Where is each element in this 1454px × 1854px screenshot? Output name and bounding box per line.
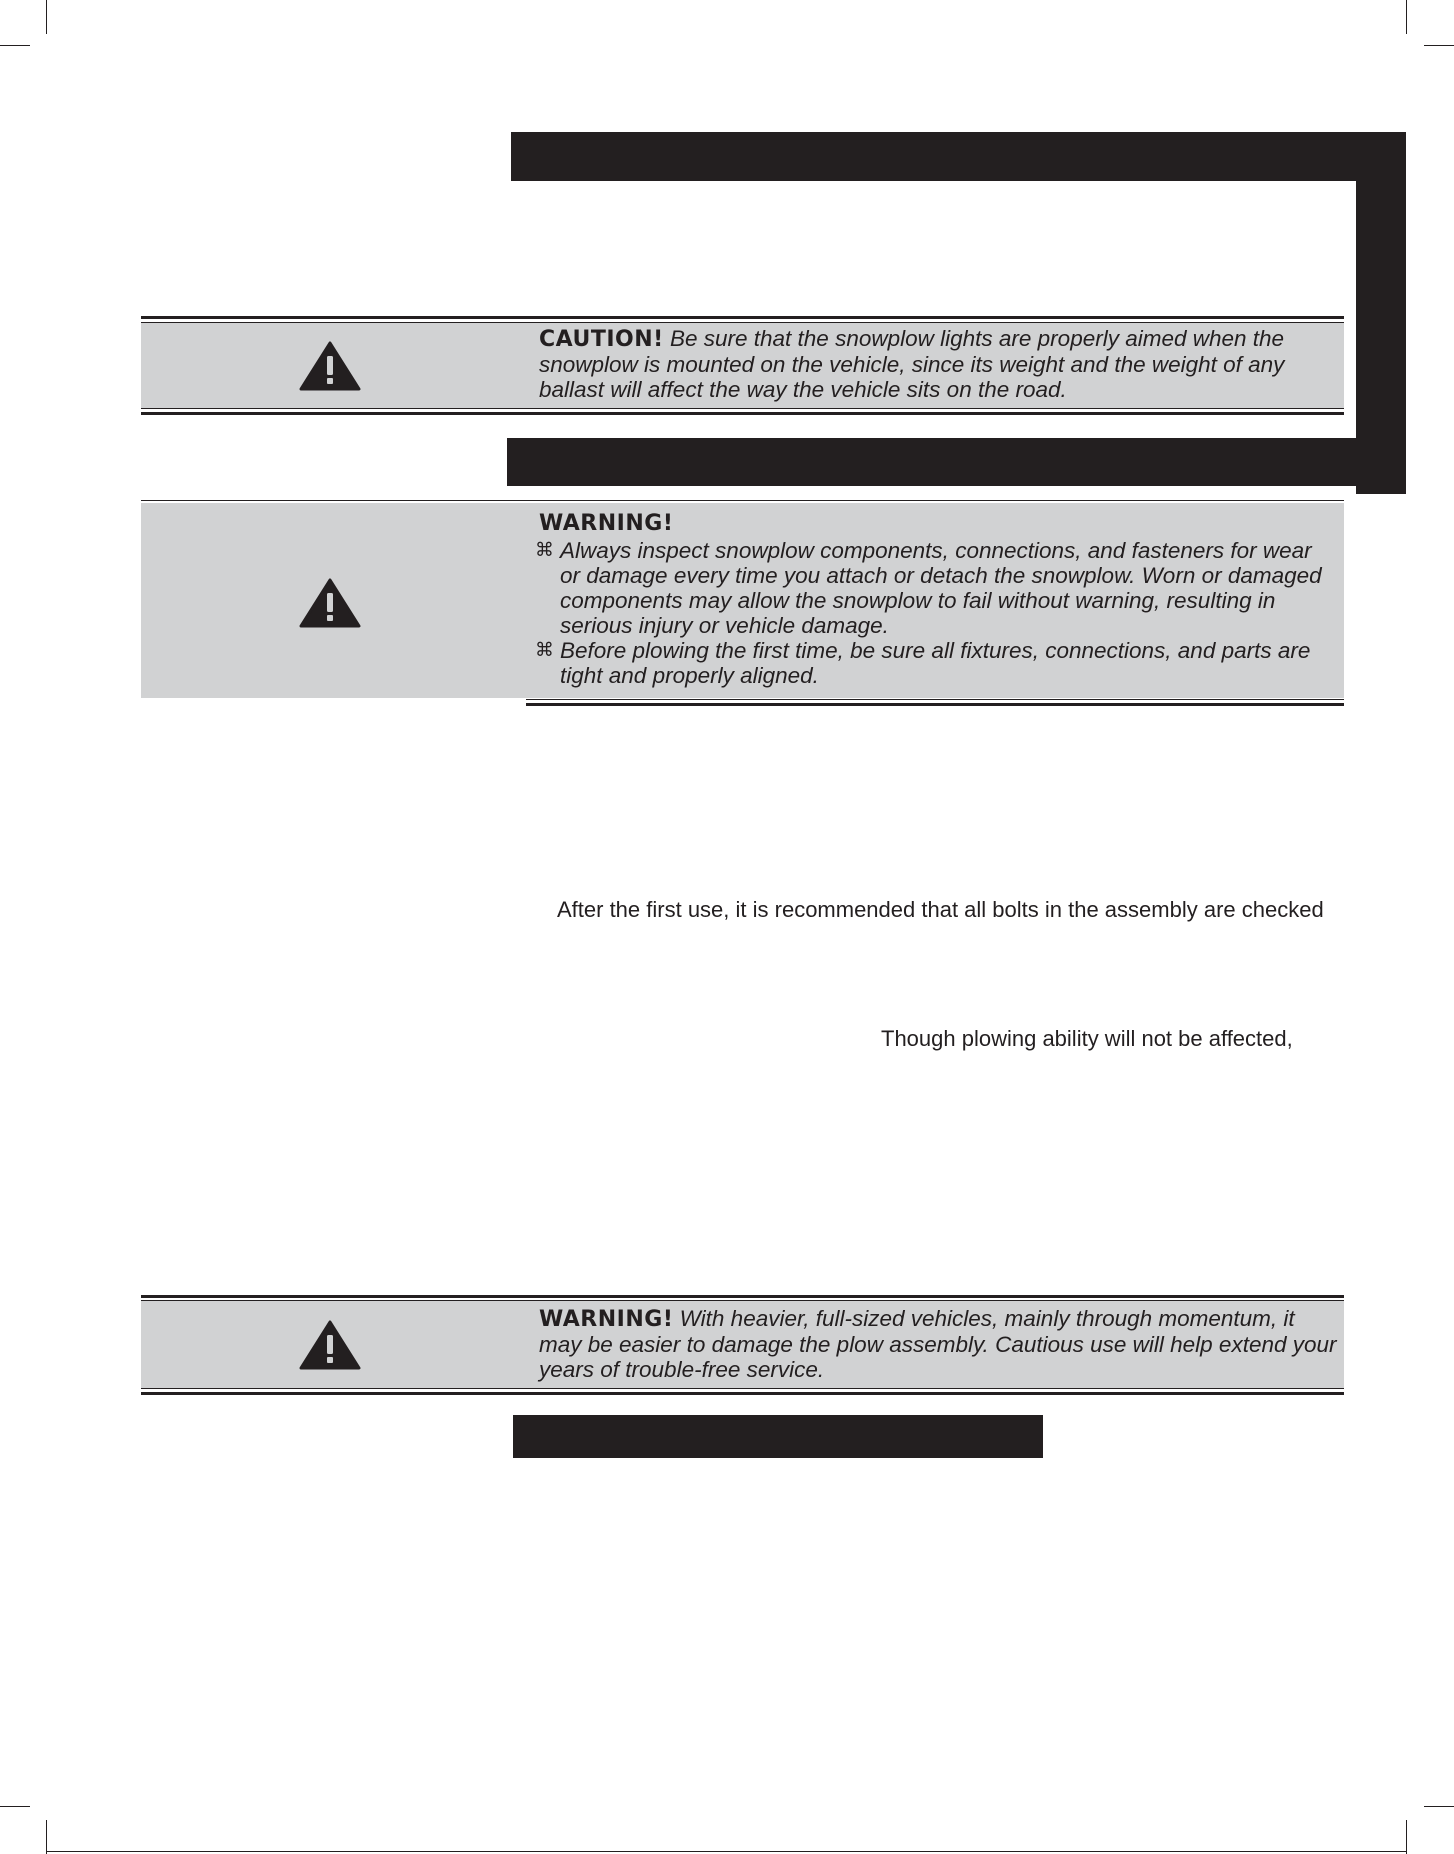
warning-heavy-lead: WARNING! — [539, 1307, 674, 1332]
warning-triangle-icon — [299, 578, 361, 628]
caution-text — [539, 326, 1309, 402]
bolts-paragraph: After the first use, it is recommended that all bolts in the assembly are checked — [557, 897, 1324, 922]
crop-mark-bottom-right-h — [1424, 1806, 1454, 1807]
section-header-bar-3 — [513, 1415, 1043, 1458]
trim-line-bottom — [46, 1851, 1407, 1852]
command-bullet-icon: ⌘ — [535, 639, 554, 661]
crop-mark-bottom-left-h — [0, 1806, 30, 1807]
warning-inspect-item — [535, 538, 1335, 638]
section-header-bar-2 — [507, 438, 1356, 486]
caution-body: Be sure that the snowplow lights are properly aimed when the snowplow is mounted on the vehicle, since its weight and the weight of any ballast will affect the way the vehicle sits on the road. — [539, 326, 1285, 402]
warning-inspect-top-rule — [141, 500, 1344, 501]
warning-inspect-item — [535, 638, 1335, 688]
crop-mark-top-left-v — [46, 0, 47, 34]
crop-mark-top-left-h — [0, 45, 30, 46]
plowing-paragraph: Though plowing ability will not be affected, — [881, 1026, 1293, 1051]
warning-triangle-icon — [299, 1320, 361, 1370]
crop-mark-top-right-v — [1406, 0, 1407, 34]
caution-lead: CAUTION! — [539, 327, 664, 352]
caution-bottom-rule-thin — [141, 408, 1344, 409]
warning-heavy-body: With heavier, full-sized vehicles, mainly through momentum, it may be easier to damage the plow assembly. Cautious use will help extend your years of trouble-free service. — [539, 1306, 1337, 1382]
warning-inspect-text — [535, 511, 1335, 688]
command-bullet-icon: ⌘ — [535, 539, 554, 561]
caution-bottom-rule-thick — [141, 412, 1344, 415]
warning-heavy-text — [539, 1306, 1339, 1382]
warning-inspect-bottom-rule-thin — [526, 699, 1344, 700]
warning-inspect-lead: WARNING! — [539, 511, 674, 536]
warning-inspect-bottom-rule-thick — [526, 703, 1344, 706]
warning-heavy-top-rule-thick — [141, 1295, 1344, 1298]
crop-mark-top-right-h — [1424, 45, 1454, 46]
side-tab — [1356, 132, 1406, 494]
warning-triangle-icon — [299, 341, 361, 391]
caution-top-rule-thick — [141, 316, 1344, 319]
crop-mark-bottom-right-v — [1406, 1820, 1407, 1854]
warning-inspect-item-text: Before plowing the first time, be sure all fixtures, connections, and parts are tight and properly aligned. — [560, 638, 1311, 688]
crop-mark-bottom-left-v — [46, 1820, 47, 1854]
warning-heavy-bottom-rule-thick — [141, 1392, 1344, 1395]
warning-heavy-bottom-rule-thin — [141, 1388, 1344, 1389]
section-header-bar-1 — [511, 132, 1406, 181]
warning-inspect-item-text: Always inspect snowplow components, connections, and fasteners for wear or damage every time you attach or detach the snowplow. Worn or damaged components may allow the snowplow to fail without warning, resulting in serious injury or vehicle damage. — [560, 538, 1322, 638]
